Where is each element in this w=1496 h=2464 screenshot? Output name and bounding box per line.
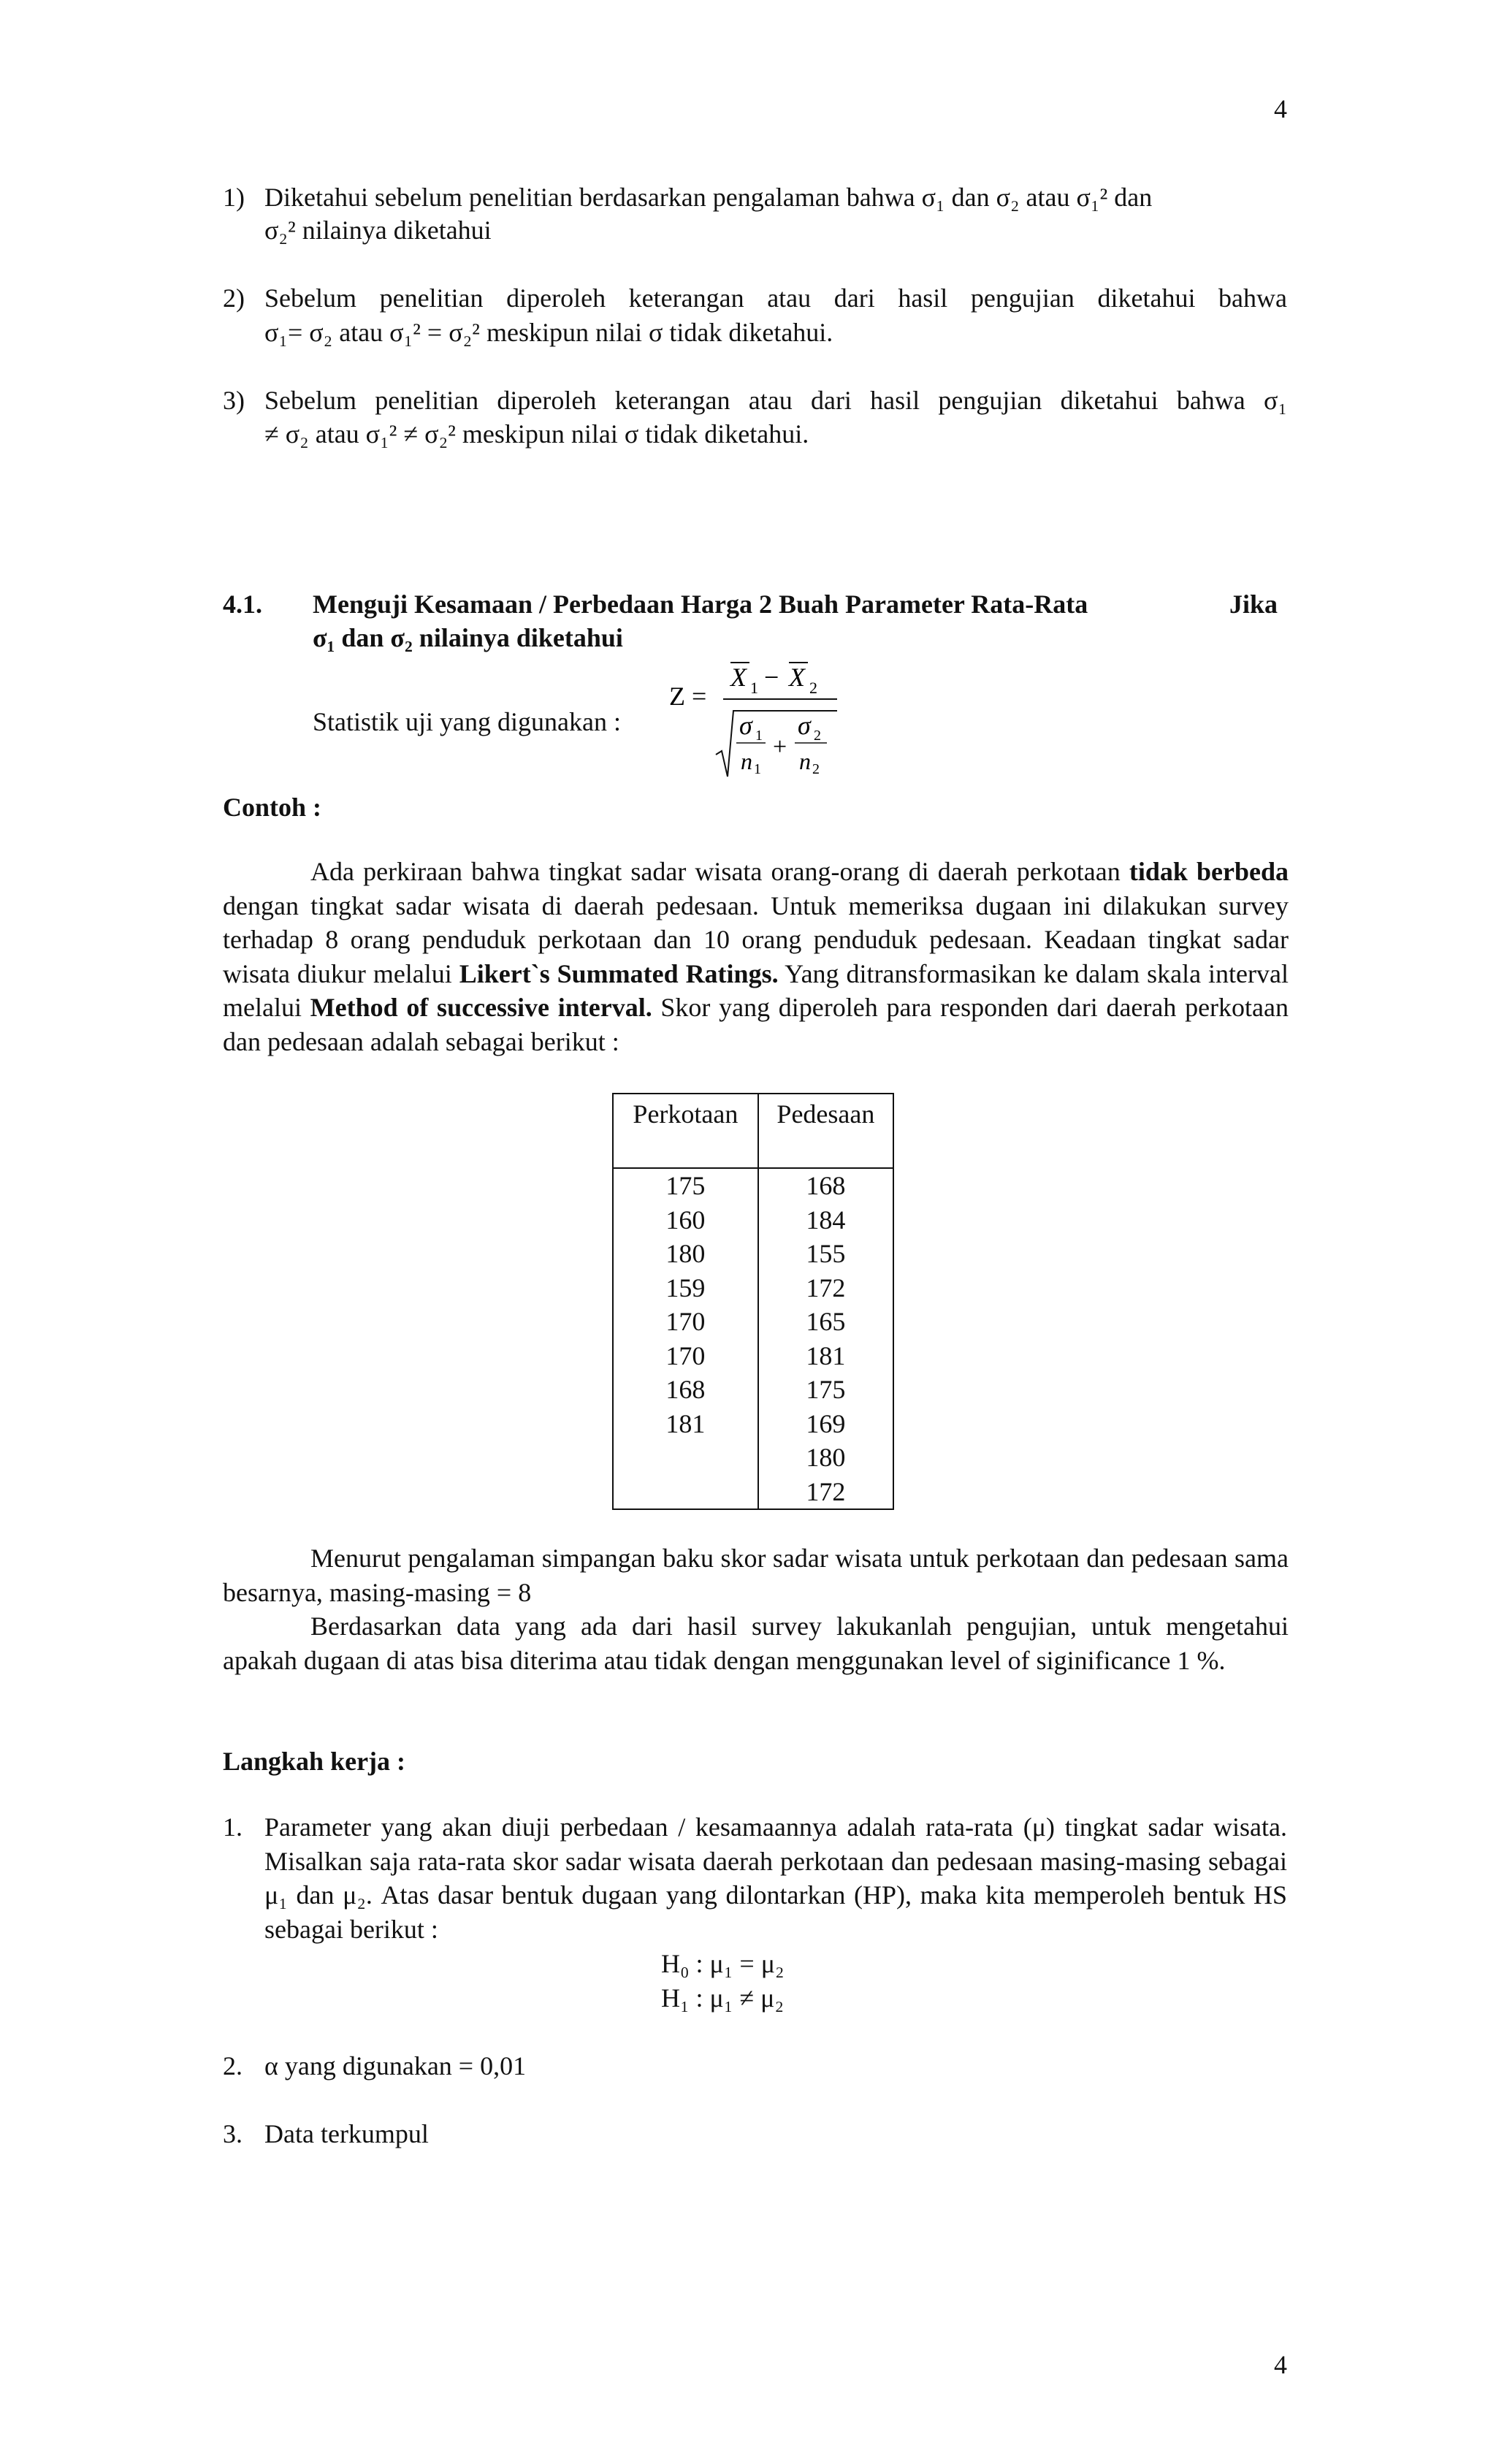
paragraph-bold: Likert`s Summated Ratings.	[459, 958, 779, 988]
table-cell: 170	[613, 1339, 758, 1373]
list-item-number: 2)	[223, 283, 245, 313]
steps-heading: Langkah kerja :	[223, 1747, 406, 1776]
table-cell	[613, 1441, 758, 1475]
table-cell: 181	[758, 1339, 893, 1373]
hypothesis-h0: H₀ : μ₁ = μ₂	[661, 1949, 785, 1978]
table-row	[613, 1373, 893, 1407]
formula-minus: −	[764, 663, 779, 692]
section-number: 4.1.	[223, 590, 262, 619]
list-item-line1: Sebelum penelitian diperoleh keterangan atau dari hasil pengujian diketahui bahwa σ₁	[264, 386, 1287, 415]
formula-xbar1-sub: 1	[750, 679, 758, 697]
table-cell: 168	[613, 1373, 758, 1407]
table-cell: 180	[758, 1441, 893, 1475]
table-cell: 175	[758, 1373, 893, 1407]
table-cell: 181	[613, 1407, 758, 1441]
formula-sigma1: σ	[739, 711, 752, 740]
table-cell: 168	[758, 1168, 893, 1203]
z-formula	[657, 652, 847, 784]
task-paragraph: Berdasarkan data yang ada dari hasil survey lakukanlah pengujian, untuk mengetahui apakah dugaan di atas bisa diterima atau tidak dengan menggunakan level of siginificance 1 %.	[223, 1611, 1289, 1675]
table-cell: 160	[613, 1203, 758, 1237]
formula-n2-sub: 2	[812, 761, 820, 777]
table-header: Pedesaan	[758, 1094, 893, 1168]
section-title-line1: Menguji Kesamaan / Perbedaan Harga 2 Buah Parameter Rata-Rata	[313, 590, 1088, 619]
table-row	[613, 1475, 893, 1510]
paragraph-text: dengan tingkat sadar wisata di daerah pedesaan. Untuk memeriksa dugaan ini dilakukan survey terhadap 8 orang penduduk perkotaan dan 10 orang penduduk pedesaan. Keadaan tingkat sadar wisata diukur melalui	[223, 890, 1289, 988]
example-paragraph	[223, 855, 1289, 1059]
step-number: 1.	[223, 1812, 243, 1842]
formula-lhs: Z =	[669, 682, 707, 711]
table-row	[613, 1271, 893, 1305]
list-item-line2: σ₁= σ₂ atau σ₁² = σ₂² meskipun nilai σ tidak diketahui.	[264, 318, 833, 347]
section-title-jika: Jika	[1229, 590, 1278, 619]
paragraph-bold: tidak berbeda	[1129, 857, 1289, 886]
paragraph-bold: Method of successive interval.	[310, 993, 652, 1022]
formula-sigma2: σ	[798, 711, 811, 740]
table-row	[613, 1168, 893, 1203]
page-number-top: 4	[1274, 94, 1287, 123]
paragraph-text: Yang ditransformasikan ke dalam skala interval melalui	[223, 958, 1289, 1022]
step-text: Data terkumpul	[264, 2119, 429, 2148]
table-row	[613, 1441, 893, 1475]
table-row	[613, 1305, 893, 1339]
list-item-number: 3)	[223, 386, 245, 415]
table-row	[613, 1407, 893, 1441]
table-cell: 159	[613, 1271, 758, 1305]
table-cell: 170	[613, 1305, 758, 1339]
formula-n2: n	[799, 748, 811, 774]
table-row	[613, 1339, 893, 1373]
table-header-row	[613, 1094, 893, 1168]
table-cell: 169	[758, 1407, 893, 1441]
assumption-paragraph: Menurut pengalaman simpangan baku skor sadar wisata untuk perkotaan dan pedesaan sama besarnya, masing-masing = 8	[223, 1544, 1289, 1607]
table-cell: 155	[758, 1237, 893, 1271]
list-item-line1: Diketahui sebelum penelitian berdasarkan pengalaman bahwa σ₁ dan σ₂ atau σ₁² dan	[264, 183, 1153, 212]
table-cell: 184	[758, 1203, 893, 1237]
step-number: 2.	[223, 2051, 243, 2080]
formula-xbar2-sub: 2	[809, 679, 817, 697]
statistic-label: Statistik uji yang digunakan :	[313, 707, 621, 736]
table-cell: 172	[758, 1271, 893, 1305]
step-text: α yang digunakan = 0,01	[264, 2051, 527, 2080]
table-cell: 180	[613, 1237, 758, 1271]
hypothesis-h1: H₁ : μ₁ ≠ μ₂	[661, 1983, 785, 2013]
formula-xbar1: X	[730, 663, 747, 692]
page-number-bottom: 4	[1274, 2350, 1287, 2379]
formula-n1-sub: 1	[754, 761, 761, 777]
formula-xbar2: X	[789, 663, 805, 692]
list-item-number: 1)	[223, 183, 245, 212]
table-cell: 175	[613, 1168, 758, 1203]
paragraph-text: Skor yang diperoleh para responden dari daerah perkotaan dan pedesaan adalah sebagai berikut :	[223, 993, 1289, 1056]
list-item-line2: σ₂² nilainya diketahui	[264, 215, 492, 245]
formula-plus: +	[773, 733, 787, 760]
table-cell: 165	[758, 1305, 893, 1339]
example-label: Contoh :	[223, 793, 322, 822]
score-table	[612, 1093, 894, 1510]
table-row	[613, 1203, 893, 1237]
table-cell	[613, 1475, 758, 1510]
formula-sigma2-sub: 2	[814, 728, 821, 744]
formula-sigma1-sub: 1	[755, 728, 763, 744]
table-cell: 172	[758, 1475, 893, 1510]
table-row	[613, 1237, 893, 1271]
section-title-line2: σ₁ dan σ₂ nilainya diketahui	[313, 623, 623, 652]
step-number: 3.	[223, 2119, 243, 2148]
table-header: Perkotaan	[613, 1094, 758, 1168]
formula-n1: n	[741, 748, 752, 774]
paragraph-text: Ada perkiraan bahwa tingkat sadar wisata orang-orang di daerah perkotaan	[310, 857, 1129, 886]
list-item-line2: ≠ σ₂ atau σ₁² ≠ σ₂² meskipun nilai σ tidak diketahui.	[264, 419, 809, 449]
step-text: Parameter yang akan diuji perbedaan / kesamaannya adalah rata-rata (μ) tingkat sadar wisata. Misalkan saja rata-rata skor sadar wisata daerah perkotaan dan pedesaan masing-masing sebagai μ₁ dan μ₂. Atas dasar bentuk dugaan yang dilontarkan (HP), maka kita memperoleh bentuk HS sebagai berikut :	[264, 1812, 1287, 1944]
list-item-line1: Sebelum penelitian diperoleh keterangan atau dari hasil pengujian diketahui bahwa	[264, 283, 1287, 313]
